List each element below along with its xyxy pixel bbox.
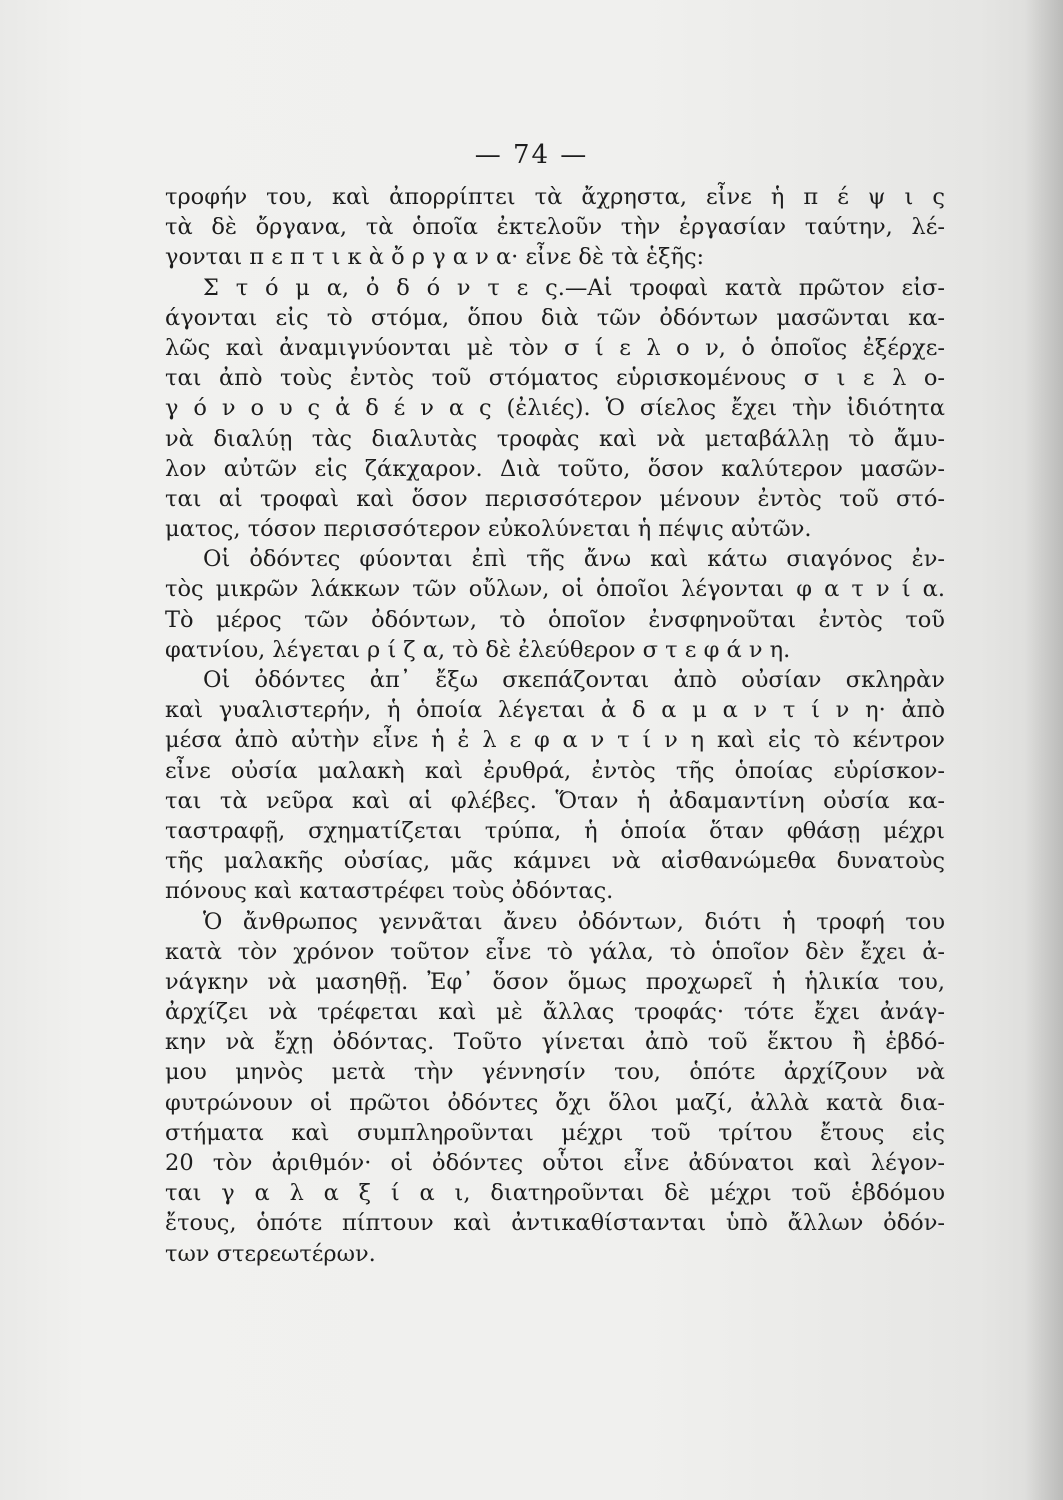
text-line: ἔτους, ὁπότε πίπτουν καὶ ἀντικαθίστανται ὑπὸ ἄλλων ὀδόν-: [165, 1210, 945, 1237]
text-line: φατνίου, λέγεται ρ ί ζ α, τὸ δὲ ἐλεύθερον σ τ ε φ ά ν η.: [165, 636, 791, 663]
text-line: 20 τὸν ἀριθμόν· οἱ ὀδόντες οὗτοι εἶνε ἀδύνατοι καὶ λέγον-: [165, 1150, 945, 1176]
text-line: ἀρχίζει νὰ τρέφεται καὶ μὲ ἄλλας τροφάς· τότε ἔχει ἀνάγ-: [165, 999, 945, 1026]
text-line: εἶνε οὐσία μαλακὴ καὶ ἐρυθρά, ἐντὸς τῆς ὁποίας εὑρίσκον-: [165, 757, 945, 784]
text-line: κατὰ τὸν χρόνον τοῦτον εἶνε τὸ γάλα, τὸ ὁποῖον δὲν ἔχει ἀ-: [165, 938, 945, 965]
text-line: Σ τ ό μ α, ὀ δ ό ν τ ε ς.—Αἱ τροφαὶ κατὰ πρῶτον εἰσ-: [203, 274, 945, 301]
text-line: τὰ δὲ ὄργανα, τὰ ὁποῖα ἐκτελοῦν τὴν ἐργασίαν ταύτην, λέ-: [165, 214, 945, 241]
text-line: λῶς καὶ ἀναμιγνύονται μὲ τὸν σ ί ε λ ο ν, ὁ ὁποῖος ἐξέρχε-: [165, 334, 945, 361]
text-line: των στερεωτέρων.: [165, 1240, 376, 1267]
text-line: στήματα καὶ συμπληροῦνται μέχρι τοῦ τρίτου ἔτους εἰς: [165, 1119, 945, 1146]
text-line: Ὁ ἄνθρωπος γεννᾶται ἄνευ ὀδόντων, διότι ἡ τροφή του: [203, 908, 945, 935]
text-line: φυτρώνουν οἱ πρῶτοι ὀδόντες ὄχι ὅλοι μαζί, ἀλλὰ κατὰ δια-: [165, 1089, 945, 1116]
text-line: ματος, τόσον περισσότερον εὐκολύνεται ἡ πέψις αὐτῶν.: [165, 516, 812, 543]
text-line: ται τὰ νεῦρα καὶ αἱ φλέβες. Ὅταν ἡ ἀδαμαντίνη οὐσία κα-: [165, 787, 945, 814]
body-text: [165, 182, 945, 1269]
text-line: λον αὐτῶν εἰς ζάκχαρον. Διὰ τοῦτο, ὅσον καλύτερον μασῶν-: [165, 455, 945, 482]
text-line: ται γ α λ α ξ ί α ι, διατηροῦνται δὲ μέχρι τοῦ ἑβδόμου: [165, 1180, 945, 1207]
text-line: ταστραφῇ, σχηματίζεται τρύπα, ἡ ὁποία ὅταν φθάσῃ μέχρι: [165, 817, 945, 844]
text-line: μου μηνὸς μετὰ τὴν γέννησίν του, ὁπότε ἀρχίζουν νὰ: [165, 1059, 945, 1086]
text-line: νάγκην νὰ μασηθῇ. Ἐφ᾽ ὅσον ὅμως προχωρεῖ ἡ ἡλικία του,: [165, 968, 945, 995]
text-line: τροφήν του, καὶ ἀπορρίπτει τὰ ἄχρηστα, εἶνε ἡ π έ ψ ι ς: [165, 184, 945, 210]
text-line: άγονται εἰς τὸ στόμα, ὅπου διὰ τῶν ὀδόντων μασῶνται κα-: [165, 304, 945, 331]
text-line: μέσα ἀπὸ αὐτὴν εἶνε ἡ ἐ λ ε φ α ν τ ί ν η καὶ εἰς τὸ κέντρον: [165, 727, 945, 754]
text-line: νὰ διαλύῃ τὰς διαλυτὰς τροφὰς καὶ νὰ μεταβάλλῃ τὸ ἄμυ-: [165, 425, 945, 452]
text-line: ται ἀπὸ τοὺς ἐντὸς τοῦ στόματος εὑρισκομένους σ ι ε λ ο-: [165, 365, 945, 392]
page-edge-shadow: [1025, 0, 1063, 1500]
text-line: ται αἱ τροφαὶ καὶ ὅσον περισσότερον μένουν ἐντὸς τοῦ στό-: [165, 485, 945, 512]
page-number: — 74 —: [474, 140, 589, 170]
text-line: καὶ γυαλιστερήν, ἡ ὁποία λέγεται ἀ δ α μ α ν τ ί ν η· ἀπὸ: [165, 697, 945, 724]
text-line: Οἱ ὀδόντες φύονται ἐπὶ τῆς ἄνω καὶ κάτω σιαγόνος ἐν-: [203, 546, 945, 573]
text-line: τὸς μικρῶν λάκκων τῶν οὔλων, οἱ ὁποῖοι λέγονται φ α τ ν ί α.: [165, 576, 945, 603]
text-line: γ ό ν ο υ ς ἀ δ έ ν α ς (ἐλιές). Ὁ σίελος ἔχει τὴν ἰδιότητα: [165, 395, 945, 422]
text-line: Οἱ ὀδόντες ἀπ᾽ ἔξω σκεπάζονται ἀπὸ οὐσίαν σκληρὰν: [203, 667, 945, 693]
text-line: κην νὰ ἔχῃ ὀδόντας. Τοῦτο γίνεται ἀπὸ τοῦ ἕκτου ἢ ἑβδό-: [165, 1029, 945, 1056]
text-line: τῆς μαλακῆς οὐσίας, μᾶς κάμνει νὰ αἰσθανώμεθα δυνατοὺς: [165, 848, 945, 875]
text-line: πόνους καὶ καταστρέφει τοὺς ὀδόντας.: [165, 878, 614, 905]
text-line: Τὸ μέρος τῶν ὀδόντων, τὸ ὁποῖον ἐνσφηνοῦται ἐντὸς τοῦ: [165, 606, 945, 633]
text-line: γονται π ε π τ ι κ ὰ ὄ ρ γ α ν α· εἶνε δὲ τὰ ἑξῆς:: [165, 244, 705, 271]
